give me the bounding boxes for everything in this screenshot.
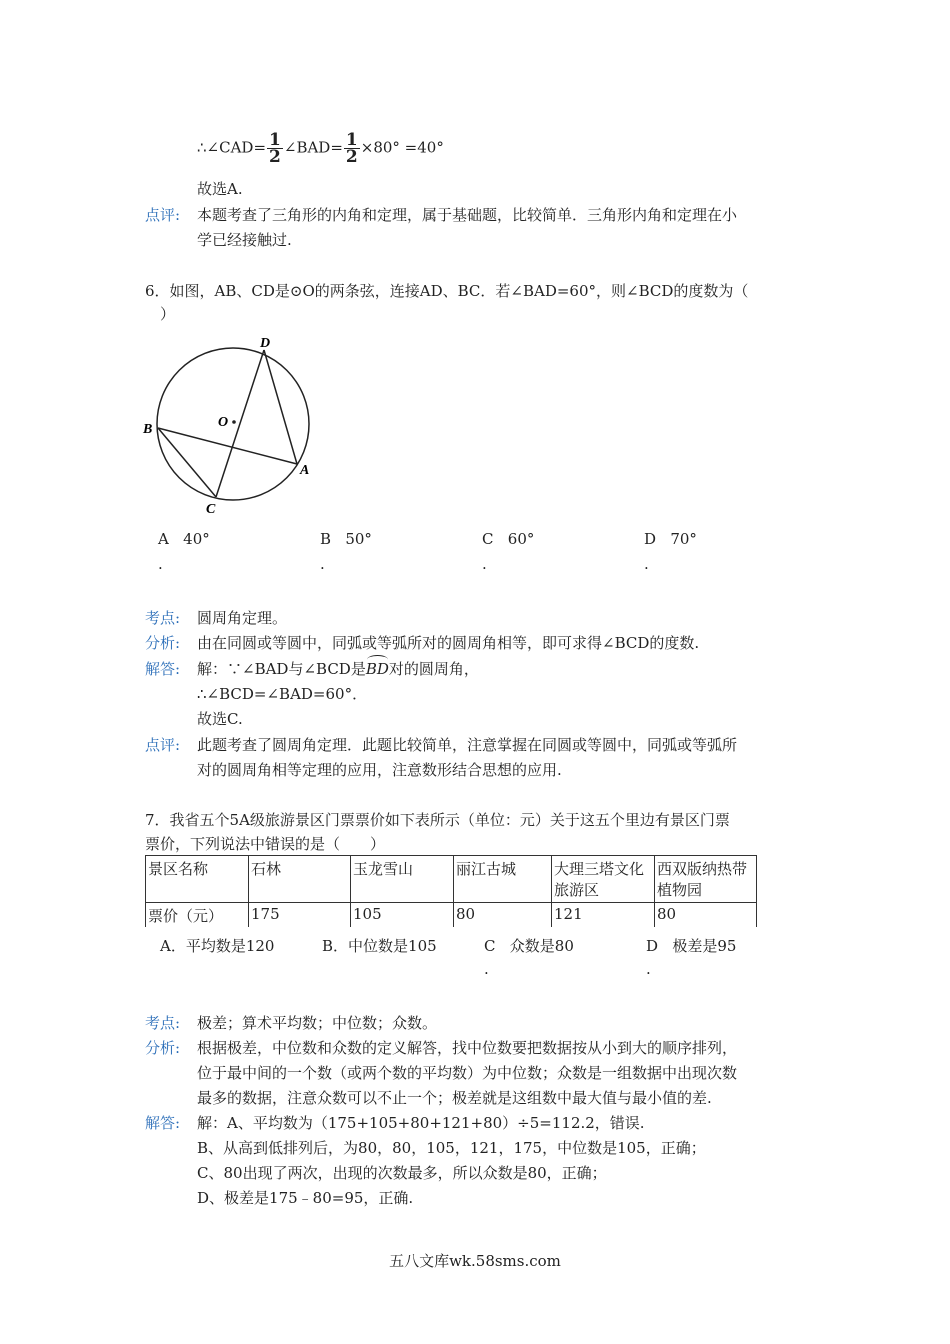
q7-option-a[interactable]: A．平均数是120 <box>160 937 275 955</box>
table-header-cell: 丽江古城 <box>454 856 552 903</box>
comment-line-1: 本题考查了三角形的内角和定理，属于基础题，比较简单．三角形内角和定理在小 <box>197 206 738 224</box>
q6-option-d-dot: . <box>644 555 649 573</box>
fraction-half-1: $\frac{1}{2}$ <box>269 130 281 167</box>
q6-option-c[interactable]: C 60° <box>482 530 535 548</box>
q6-fenxi: 由在同圆或等圆中，同弧或等弧所对的圆周角相等，即可求得∠BCD的度数. <box>197 634 700 652</box>
label-a: A <box>300 463 310 478</box>
q7-kaodian: 极差；算术平均数；中位数；众数。 <box>197 1014 438 1032</box>
ticket-price-table <box>145 855 757 927</box>
q7-fenxi-line-1: 根据极差，中位数和众数的定义解答，找中位数要把数据按从小到大的顺序排列， <box>197 1039 738 1057</box>
q6-option-b-dot: . <box>320 555 325 573</box>
q7-stem-line-2: 票价，下列说法中错误的是（ ） <box>145 835 386 853</box>
formula-prefix: ∴∠CAD= <box>197 138 267 157</box>
q7-fenxi-line-2: 位于最中间的一个数（或两个数的平均数）为中位数；众数是一组数据中出现次数 <box>197 1064 738 1082</box>
q6-fenxi-label: 分析: <box>145 634 181 652</box>
table-cell: 票价（元） <box>146 903 249 928</box>
table-row <box>146 903 757 928</box>
q7-option-b[interactable]: B．中位数是105 <box>322 937 437 955</box>
q7-option-c-dot: . <box>484 960 489 978</box>
q6-kaodian-label: 考点: <box>145 609 181 627</box>
label-o: O <box>218 415 229 430</box>
q6-stem-line-2: ） <box>160 305 176 323</box>
center-dot <box>232 420 236 424</box>
table-cell: 105 <box>351 903 454 928</box>
q7-option-d-dot: . <box>646 960 651 978</box>
q7-jieda-line-3: C、80出现了两次，出现的次数最多，所以众数是80，正确； <box>197 1164 607 1182</box>
table-cell: 175 <box>249 903 351 928</box>
q6-option-a-dot: . <box>158 555 163 573</box>
q6-stem-line-1: 6．如图，AB、CD是⊙O的两条弦，连接AD、BC．若∠BAD=60°，则∠BCD的度数为（ <box>145 282 749 300</box>
q6-dianping-line-1: 此题考查了圆周角定理．此题比较简单，注意掌握在同圆或等圆中，同弧或等弧所 <box>197 736 738 754</box>
comment-label: 点评: <box>145 206 181 224</box>
q6-dianping-label: 点评: <box>145 736 181 754</box>
q6-option-c-dot: . <box>482 555 487 573</box>
label-b: B <box>143 422 153 437</box>
q6-option-d[interactable]: D 70° <box>644 530 697 548</box>
table-cell: 121 <box>552 903 655 928</box>
q7-option-d[interactable]: D 极差是95 <box>646 937 737 955</box>
formula-mid: ∠BAD= <box>283 138 343 157</box>
table-header-cell: 石林 <box>249 856 351 903</box>
chord-ab <box>158 428 297 464</box>
q6-jieda-line-3: 故选C. <box>197 710 243 728</box>
q6-jieda-line-2: ∴∠BCD=∠BAD=60°． <box>197 685 368 703</box>
comment-line-2: 学已经接触过. <box>197 231 292 249</box>
q6-jieda-line-1: 解：∵∠BAD与∠BCD是BD对的圆周角， <box>197 660 479 678</box>
chord-ad <box>264 350 297 464</box>
table-cell: 80 <box>454 903 552 928</box>
q7-jieda-line-2: B、从高到低排列后，为80，80，105，121，175，中位数是105，正确； <box>197 1139 706 1157</box>
q7-jieda-line-1: 解：A、平均数为（175+105+80+121+80）÷5=112.2，错误. <box>197 1114 645 1132</box>
table-cell: 80 <box>655 903 757 928</box>
page-footer: 五八文库wk.58sms.com <box>389 1252 561 1270</box>
q7-fenxi-line-3: 最多的数据，注意众数可以不止一个；极差就是这组数中最大值与最小值的差. <box>197 1089 712 1107</box>
formula-cad <box>197 132 444 165</box>
q7-fenxi-label: 分析: <box>145 1039 181 1057</box>
q7-jieda-line-4: D、极差是175﹣80=95，正确. <box>197 1189 414 1207</box>
label-d: D <box>260 336 271 351</box>
q7-kaodian-label: 考点: <box>145 1014 181 1032</box>
formula-suffix: ×80° =40° <box>360 138 444 157</box>
label-c: C <box>206 502 216 517</box>
q7-jieda-label: 解答: <box>145 1114 181 1132</box>
q7-stem-line-1: 7．我省五个5A级旅游景区门票票价如下表所示（单位：元）关于这五个里边有景区门票 <box>145 811 730 829</box>
table-header-cell: 玉龙雪山 <box>351 856 454 903</box>
q7-option-c[interactable]: C 众数是80 <box>484 937 574 955</box>
q6-option-a[interactable]: A 40° <box>158 530 210 548</box>
fraction-half-2: $\frac{1}{2}$ <box>345 130 358 167</box>
q6-dianping-line-2: 对的圆周角相等定理的应用，注意数形结合思想的应用. <box>197 761 562 779</box>
arc-bd: BD <box>365 660 389 678</box>
table-header-row <box>146 856 757 903</box>
q6-option-b[interactable]: B 50° <box>320 530 372 548</box>
choose-a: 故选A. <box>197 180 243 198</box>
table-header-cell: 大理三塔文化 旅游区 <box>552 856 655 903</box>
q6-jieda-label: 解答: <box>145 660 181 678</box>
q6-circle-figure <box>138 332 318 517</box>
q6-kaodian: 圆周角定理。 <box>197 609 288 627</box>
table-header-cell: 西双版纳热带 植物园 <box>655 856 757 903</box>
table-header-cell: 景区名称 <box>146 856 249 903</box>
